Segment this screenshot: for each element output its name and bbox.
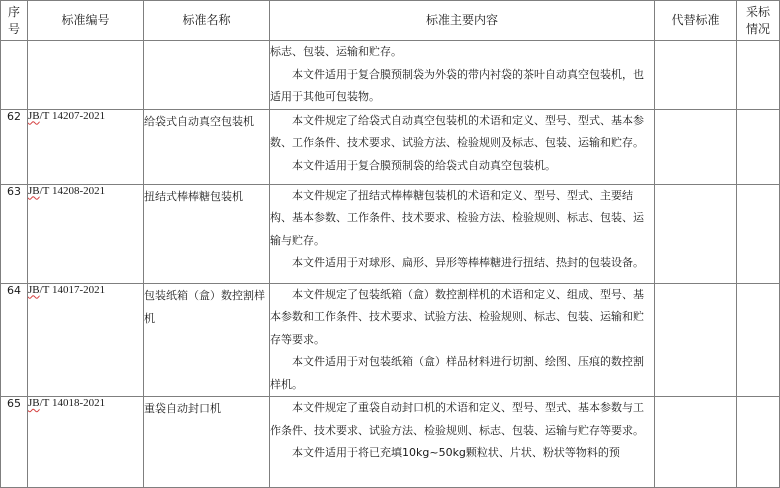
row-replace	[655, 397, 737, 488]
header-row	[1, 1, 780, 41]
row-name	[144, 41, 270, 110]
content-paragraph: 标志、包装、运输和贮存。	[270, 45, 402, 58]
row-name: 包装纸箱（盒）数控割样机	[144, 283, 270, 397]
row-content	[270, 41, 655, 110]
row-seq: 65	[1, 397, 28, 488]
row-code: JB/T 14207-2021	[28, 109, 144, 184]
header-name: 标准名称	[144, 1, 270, 41]
row-seq: 64	[1, 283, 28, 397]
header-seq: 序 号	[1, 1, 28, 41]
row-content	[270, 184, 655, 283]
row-code: JB/T 14018-2021	[28, 397, 144, 488]
row-content	[270, 109, 655, 184]
row-code: JB/T 14208-2021	[28, 184, 144, 283]
content-paragraph: 本文件适用于对球形、扁形、异形等棒棒糖进行扭结、热封的包装设备。	[292, 256, 644, 269]
content-paragraph: 本文件规定了扭结式棒棒糖包装机的术语和定义、型号、型式、主要结构、基本参数、工作条件、技术要求、检验方法、检验规则、标志、包装、运输与贮存。	[270, 188, 644, 247]
row-adopt	[737, 109, 780, 184]
table-row	[1, 184, 780, 283]
row-code	[28, 41, 144, 110]
row-adopt	[737, 184, 780, 283]
table-row	[1, 109, 780, 184]
row-seq: 62	[1, 109, 28, 184]
row-replace	[655, 109, 737, 184]
content-paragraph: 本文件适用于复合膜预制袋为外袋的带内衬袋的茶叶自动真空包装机，也适用于其他可包装物。	[270, 67, 644, 103]
header-code: 标准编号	[28, 1, 144, 41]
row-adopt	[737, 41, 780, 110]
row-replace	[655, 41, 737, 110]
content-paragraph: 本文件规定了包装纸箱（盒）数控割样机的术语和定义、组成、型号、基本参数和工作条件、技术要求、试验方法、检验规则、标志、包装、运输和贮存等要求。	[270, 287, 644, 346]
header-content: 标准主要内容	[270, 1, 655, 41]
content-paragraph: 本文件适用于复合膜预制袋的给袋式自动真空包装机。	[292, 158, 556, 172]
row-replace	[655, 184, 737, 283]
row-adopt	[737, 283, 780, 397]
content-paragraph: 本文件规定了重袋自动封口机的术语和定义、型号、型式、基本参数与工作条件、技术要求、试验方法、检验规则、标志、包装、运输与贮存等要求。	[270, 401, 644, 437]
row-content	[270, 397, 655, 488]
row-replace	[655, 283, 737, 397]
table-row	[1, 283, 780, 397]
row-content	[270, 283, 655, 397]
row-name: 重袋自动封口机	[144, 397, 270, 488]
row-name: 扭结式棒棒糖包装机	[144, 184, 270, 283]
row-seq	[1, 41, 28, 110]
content-paragraph: 本文件适用于将已充填10kg~50kg颗粒状、片状、粉状等物料的预	[292, 446, 620, 459]
row-code: JB/T 14017-2021	[28, 283, 144, 397]
header-replace: 代替标准	[655, 1, 737, 41]
table-row	[1, 41, 780, 110]
row-name: 给袋式自动真空包装机	[144, 109, 270, 184]
content-paragraph: 本文件适用于对包装纸箱（盒）样品材料进行切割、绘图、压痕的数控割样机。	[270, 355, 644, 391]
header-adopt: 采标 情况	[737, 1, 780, 41]
content-paragraph: 本文件规定了给袋式自动真空包装机的术语和定义、型号、型式、基本参数、工作条件、技术要求、试验方法、检验规则及标志、包装、运输和贮存。	[270, 113, 644, 149]
row-adopt	[737, 397, 780, 488]
table-row	[1, 397, 780, 488]
row-seq: 63	[1, 184, 28, 283]
